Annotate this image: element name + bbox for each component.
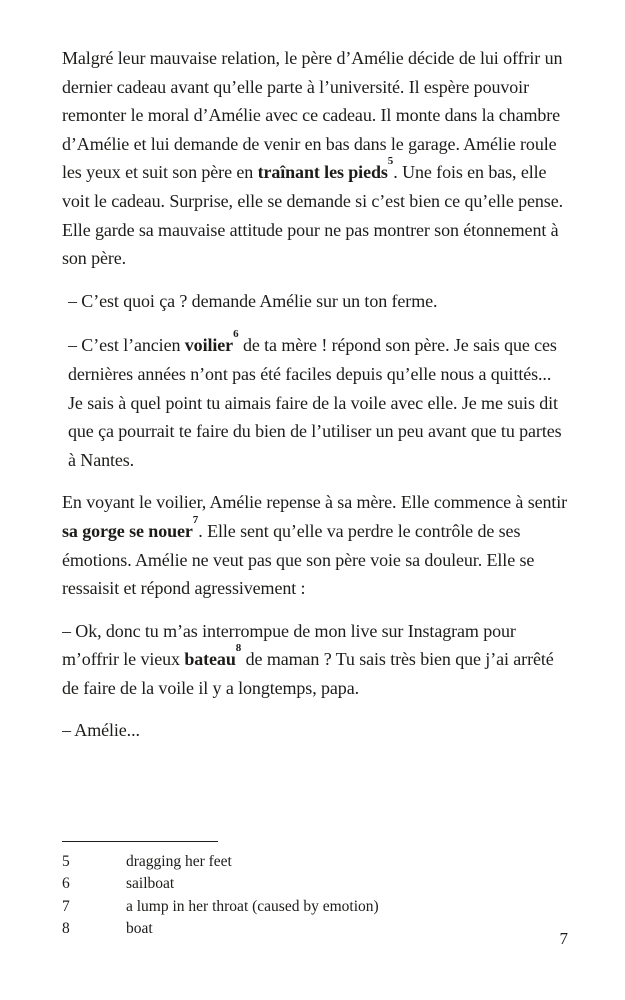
footnote-number: 7 bbox=[62, 897, 70, 915]
footnote-number: 8 bbox=[62, 920, 70, 938]
glossed-term: voilier bbox=[184, 335, 234, 356]
text-run: – C’est quoi ça ? demande Amélie sur un ton ferme. bbox=[68, 290, 438, 311]
footnotes-section bbox=[62, 841, 568, 941]
footnote-text: sailboat bbox=[126, 875, 175, 893]
paragraph-dialogue-father-answer bbox=[62, 328, 568, 474]
paragraph-dialogue-amelie-question bbox=[62, 287, 568, 316]
paragraph-narration-gift bbox=[62, 44, 568, 273]
footnote-number: 6 bbox=[62, 875, 70, 893]
text-run: de ta mère ! répond son père. Je sais que ces dernières années n’ont pas été faciles depuis qu’elle nous a quittés... Je sais à quel point tu aimais faire de la voile avec elle. Je me suis dit que ça pourrait te faire du bien de l’utiliser un peu avant que tu partes à Nantes. bbox=[68, 335, 562, 470]
footnote-ref-6: 6 bbox=[233, 328, 239, 341]
footnote-text: a lump in her throat (caused by emotion) bbox=[126, 897, 379, 915]
footnote-text: boat bbox=[126, 920, 153, 938]
footnote-ref-5: 5 bbox=[387, 155, 394, 168]
footnote-text: dragging her feet bbox=[126, 853, 232, 870]
paragraph-dialogue-amelie-retort bbox=[62, 617, 568, 703]
footnote-row-7 bbox=[62, 896, 568, 918]
text-run: – Ok, donc tu m’as interrompue de mon live sur Instagram pour m’offrir le vieux bbox=[62, 620, 516, 670]
footnote-ref-7: 7 bbox=[192, 513, 199, 526]
page-number: 7 bbox=[559, 929, 568, 948]
text-run: – C’est l’ancien bbox=[68, 335, 185, 356]
text-run: . Une fois en bas, elle voit le cadeau. Surprise, elle se demande si c’est bien ce qu’elle pense. Elle garde sa mauvaise attitude pour ne pas montrer son étonnement à son père. bbox=[62, 162, 563, 269]
text-run: En voyant le voilier, Amélie repense à sa mère. Elle commence à sentir bbox=[62, 492, 568, 513]
glossed-term: traînant les pieds bbox=[257, 162, 388, 183]
footnote-ref-8: 8 bbox=[235, 642, 242, 655]
paragraph-narration-emotion bbox=[62, 488, 568, 602]
paragraph-dialogue-father-amelie bbox=[62, 716, 568, 745]
footnote-row-5 bbox=[62, 851, 568, 873]
text-run: Malgré leur mauvaise relation, le père d’Amélie décide de lui offrir un dernier cadeau avant qu’elle parte à l’université. Il espère pouvoir remonter le moral d’Amélie avec ce cadeau. Il monte dans la chambre d’Amélie et lui demande de venir en bas dans le garage. Amélie roule les yeux et suit son père en bbox=[62, 48, 563, 183]
text-run: – Amélie... bbox=[62, 720, 140, 741]
text-run: de maman ? Tu sais très bien que j’ai arrêté de faire de la voile il y a longtemps, papa. bbox=[62, 649, 554, 698]
footnote-row-6 bbox=[62, 873, 568, 895]
footnote-row-8 bbox=[62, 918, 568, 940]
glossed-term: sa gorge se nouer bbox=[62, 520, 193, 541]
footnote-divider bbox=[62, 841, 218, 842]
text-run: . Elle sent qu’elle va perdre le contrôle de ses émotions. Amélie ne veut pas que son père voie sa douleur. Elle se ressaisit et répond agressivement : bbox=[62, 520, 535, 599]
story-text bbox=[62, 44, 568, 836]
footnote-number: 5 bbox=[62, 853, 70, 870]
glossed-term: bateau bbox=[184, 649, 236, 670]
